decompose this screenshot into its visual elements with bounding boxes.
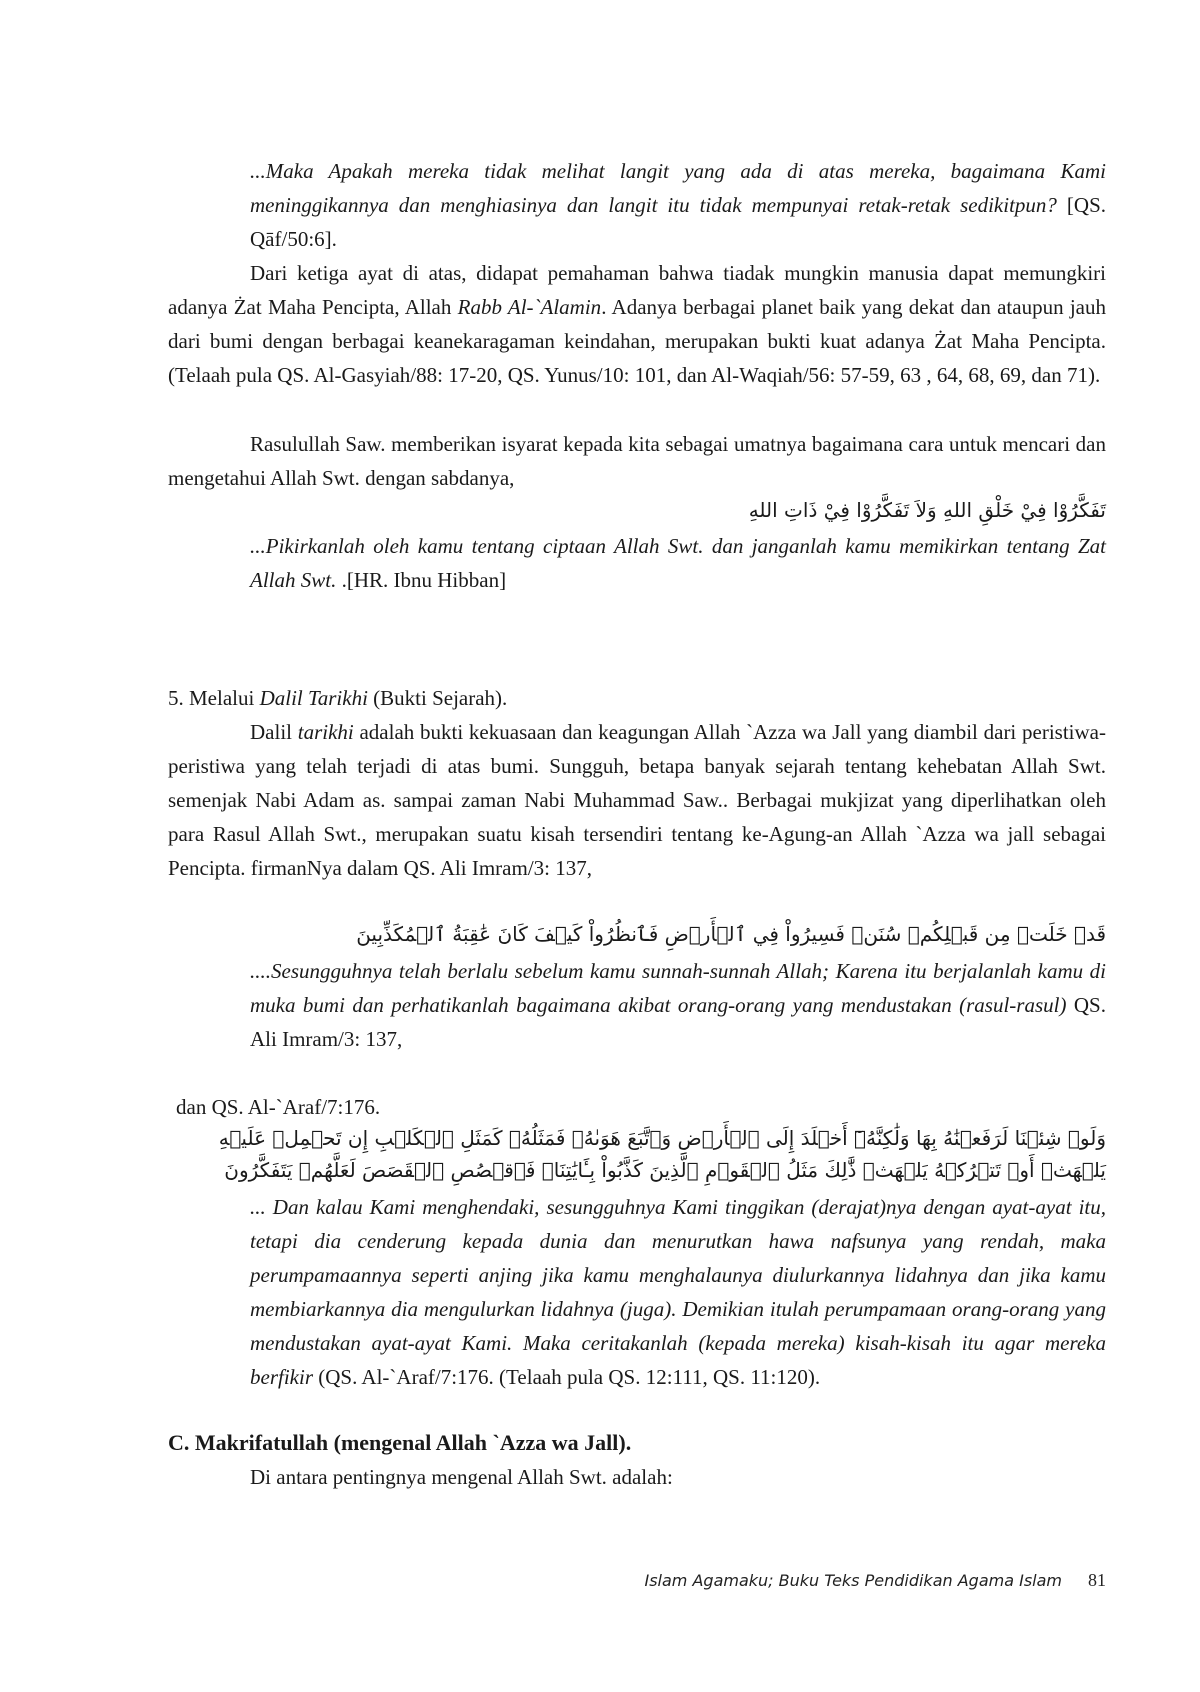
section-5-suffix: (Bukti Sejarah). (367, 686, 508, 710)
page-footer (645, 1570, 1107, 1591)
section-5-italic: Dalil Tarikhi (259, 686, 368, 710)
hadith-arabic: تَفَكَّرُوْا فِيْ خَلْقِ اللهِ وَلاَ تَفَكَّرُوْا فِيْ ذَاتِ اللهِ (748, 498, 1106, 522)
ayat-araf-translation-text: ... Dan kalau Kami menghendaki, sesungguhnya Kami tinggikan (derajat)nya dengan ayat-ayat itu, tetapi dia cenderung kepada dunia dan menurutkan hawa nafsunya yang rendah, maka perumpamaannya seperti anjing jika kamu menghalaunya diulurkannya lidahnya dan jika kamu membiarkannya dia mengulurkan lidahnya (juga). Demikian itulah perumpamaan orang-orang yang mendustakan ayat-ayat Kami. Maka ceritakanlah (kepada mereka) kisah-kisah itu agar mereka berfikir (250, 1195, 1106, 1389)
hadith-translation (250, 529, 1106, 597)
section-5-prefix: 5. Melalui (168, 686, 260, 710)
quote-qaf (250, 154, 1106, 256)
ayat-araf-translation-ref: (QS. Al-`Araf/7:176. (Telaah pula QS. 12:111, QS. 11:120). (313, 1365, 821, 1389)
ayat-araf-arabic: وَلَوۡ شِئۡنَا لَرَفَعۡنَٰهُ بِهَا وَلَٰكِنَّهُۥٓ أَخۡلَدَ إِلَى ٱلۡأَرۡضِ وَٱتَّبَعَ هَوَىٰهُۚ فَمَثَلُهُۥ كَمَثَلِ ٱلۡكَلۡبِ إِن تَحۡمِلۡ عَلَيۡهِ يَلۡهَثۡ أَوۡ تَتۡرُكۡهُ يَلۡهَثۚ ذَّٰلِكَ مَثَلُ ٱلۡقَوۡمِ ٱلَّذِينَ كَذَّبُواْ بِـَٔايَٰتِنَاۚ فَٱقۡصُصِ ٱلۡقَصَصَ لَعَلَّهُمۡ يَتَفَكَّرُونَ (218, 1126, 1106, 1182)
ayat-imran-translation-ref: QS. Ali Imram/3: 137, (250, 993, 1106, 1051)
hadith-translation-text: ...Pikirkanlah oleh kamu tentang ciptaan Allah Swt. dan janganlah kamu memikirkan tentang Zat Allah Swt. (250, 534, 1106, 592)
paragraph-3-text-a: Dalil (250, 720, 298, 744)
quote-qaf-text: ...Maka Apakah mereka tidak melihat langit yang ada di atas mereka, bagaimana Kami meninggikannya dan menghiasinya dan langit itu tidak mempunyai retak-retak sedikitpun? (250, 159, 1106, 217)
ayat-imran-translation-text: ....Sesungguhnya telah berlalu sebelum kamu sunnah-sunnah Allah; Karena itu berjalanlah kamu di muka bumi dan perhatikanlah bagaimana akibat orang-orang yang mendustakan (rasul-rasul) (250, 959, 1106, 1017)
section-c-heading: C. Makrifatullah (mengenal Allah `Azza wa Jall). (168, 1430, 632, 1455)
ayat-araf-translation (250, 1190, 1106, 1394)
paragraph-1-text-a: Dari ketiga ayat di atas, didapat pemahaman bahwa tiadak mungkin manusia dapat memungkiri adanya Żat Maha Pencipta, Allah (168, 261, 1106, 319)
paragraph-3-text-b: adalah bukti kekuasaan dan keagungan Allah `Azza wa Jall yang diambil dari peristiwa-peristiwa yang telah terjadi di atas bumi. Sungguh, betapa banyak sejarah tentang kehebatan Allah Swt. semenjak Nabi Adam as. sampai zaman Nabi Muhammad Saw.. Berbagai mukjizat yang diperlihatkan oleh para Rasul Allah Swt., merupakan suatu kisah tersendiri tentang ke-Agung-an Allah `Azza wa jall sebagai Pencipta. firmanNya dalam QS. Ali Imram/3: 137, (168, 720, 1106, 880)
section-5-heading (168, 681, 1106, 715)
paragraph-1-italic: Rabb Al-`Alamin (457, 295, 602, 319)
araf-intro: dan QS. Al-`Araf/7:176. (176, 1095, 381, 1119)
paragraph-1-text-b: . Adanya berbagai planet baik yang dekat dan ataupun jauh dari bumi dengan berbagai keanekaragaman keindahan, merupakan bukti kuat adanya Żat Maha Pencipta. (Telaah pula QS. Al-Gasyiah/88: 17-20, QS. Yunus/10: 101, dan Al-Waqiah/56: 57-59, 63 , 64, 68, 69, dan 71). (168, 295, 1106, 387)
ayat-imran-arabic: قَدۡ خَلَتۡ مِن قَبۡلِكُمۡ سُنَنٞ فَسِيرُواْ فِي ٱلۡأَرۡضِ فَٱنظُرُواْ كَيۡفَ كَانَ عَٰقِبَةُ ٱلۡمُكَذِّبِينَ (356, 922, 1106, 946)
paragraph-3-italic: tarikhi (297, 720, 354, 744)
paragraph-1 (168, 256, 1106, 392)
hadith-translation-ref: .[HR. Ibnu Hibban] (336, 568, 507, 592)
paragraph-3 (168, 715, 1106, 885)
ayat-imran-translation (250, 954, 1106, 1056)
paragraph-2: Rasulullah Saw. memberikan isyarat kepada kita sebagai umatnya bagaimana cara untuk mencari dan mengetahui Allah Swt. dengan sabdanya, (168, 432, 1106, 490)
footer-book-title: Islam Agamaku; Buku Teks Pendidikan Agama Islam (644, 1571, 1062, 1590)
paragraph-4: Di antara pentingnya mengenal Allah Swt. adalah: (250, 1465, 673, 1489)
quote-qaf-ref: [QS. Qāf/50:6]. (250, 193, 1107, 251)
page-number: 81 (1088, 1570, 1106, 1590)
